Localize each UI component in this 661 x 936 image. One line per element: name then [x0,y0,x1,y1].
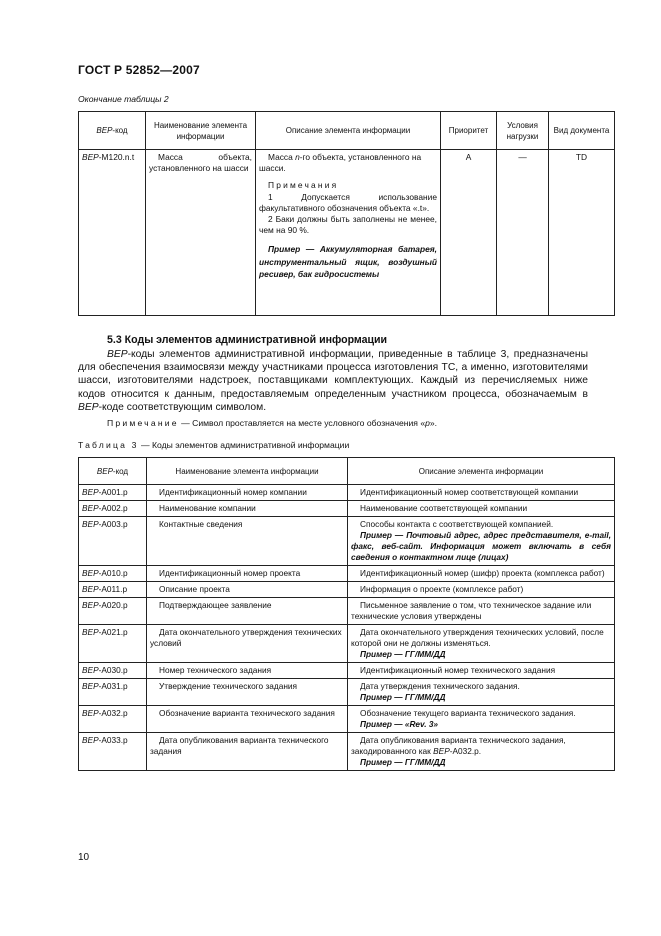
table3-caption: Таблица 3 — Коды элементов административной информации [78,440,350,450]
row-name: Описание проекта [147,582,348,598]
table2-header-desc: Описание элемента информации [256,112,441,150]
row-name: Подтверждающее заявление [147,598,348,625]
table2-caption: Окончание таблицы 2 [78,94,169,104]
table-row [79,582,615,598]
row-name: Контактные сведения [147,517,348,566]
table-row [79,501,615,517]
table-row [79,517,615,566]
table-3 [78,457,615,771]
table-row [79,706,615,733]
table2-cell-priority: A [441,150,497,316]
table3-header-desc: Описание элемента информации [348,458,615,485]
row-name: Идентификационный номер проекта [147,566,348,582]
row-code: BEP-A011.p [79,582,147,598]
row-code: BEP-A010.p [79,566,147,582]
section-note: Примечание — Символ проставляется на месте условного обозначения «p». [107,418,438,428]
row-name: Обозначение варианта технического задания [147,706,348,733]
table3-header-name: Наименование элемента информации [147,458,348,485]
row-code: BEP-A021.p [79,625,147,663]
table2-header-priority: Приоритет [441,112,497,150]
row-desc: Письменное заявление о том, что техническое задание или технические условия утверждены [348,598,615,625]
row-code: BEP-A030.p [79,663,147,679]
row-desc: Дата утверждения технического задания. Пример — ГГ/ММ/ДД [348,679,615,706]
row-name: Номер технического задания [147,663,348,679]
table2-header-code: BEP-код [79,112,146,150]
row-code: BEP-A033.p [79,733,147,771]
table-2-end [78,111,615,316]
row-desc: Идентификационный номер соответствующей компании [348,485,615,501]
row-name: Наименование компании [147,501,348,517]
table2-cell-desc: Масса n-го объекта, установленного на шасси. Примечания 1 Допускается использование факультативного обозначения объекта «.t». 2 Баки должны быть заполнены не менее, чем на 90 %. Пример — Аккумуляторная батарея, инструментальный ящик, воздушный ресивер, бак гидросистемы [256,150,441,316]
section-heading: 5.3 Коды элементов административной информации [107,334,388,346]
table-row [79,679,615,706]
table-row [79,598,615,625]
table-row [79,150,615,316]
table2-cell-code: BEP-M120.n.t [79,150,146,316]
table2-cell-doctype: TD [549,150,615,316]
row-desc: Способы контакта с соответствующей компанией. Пример — Почтовый адрес, адрес представителя, e-mail, факс, веб-сайт. Информация может включать в себя сведения о контактном лице (лицах) [348,517,615,566]
row-code: BEP-A001.p [79,485,147,501]
table2-cell-conditions: — [497,150,549,316]
table2-header-doctype: Вид документа [549,112,615,150]
note-title: Примечания [268,180,339,191]
table2-header-conditions: Условия нагрузки [497,112,549,150]
row-code: BEP-A003.p [79,517,147,566]
row-code: BEP-A002.p [79,501,147,517]
table2-header-row [79,112,615,150]
table-row [79,733,615,771]
table-row [79,485,615,501]
row-name: Дата окончательного утверждения технических условий [147,625,348,663]
table3-header-code: BEP-код [79,458,147,485]
table2-cell-name: Масса объекта, установленного на шасси [146,150,256,316]
row-desc: Дата окончательного утверждения технических условий, после которой они не должны изменяться. Пример — ГГ/ММ/ДД [348,625,615,663]
row-code: BEP-A020.p [79,598,147,625]
row-desc: Обозначение текущего варианта технического задания. Пример — «Rev. 3» [348,706,615,733]
row-desc: Идентификационный номер технического задания [348,663,615,679]
page-number: 10 [78,852,90,863]
table-row [79,566,615,582]
document-header: ГОСТ Р 52852—2007 [78,63,200,77]
example-text: Пример — Аккумуляторная батарея, инструментальный ящик, воздушный ресивер, бак гидросистемы [259,244,437,280]
table3-header-row [79,458,615,485]
row-desc: Наименование соответствующей компании [348,501,615,517]
row-name: Утверждение технического задания [147,679,348,706]
section-paragraph: BEP-коды элементов административной информации, приведенные в таблице 3, предназначены для обеспечения взаимосвязи между участниками процесса изготовления ТС, а именно, изготовителями шасси, изготовителями надстроек, поставщиками комплектующих. Каждый из перечисляемых ниже кодов относится к данным, предоставляемым определенным участником процесса, обозначаемым в BEP-коде соответствующим символом. [78,349,588,413]
row-desc: Информация о проекте (комплексе работ) [348,582,615,598]
row-name: Дата опубликования варианта технического задания [147,733,348,771]
table-row [79,625,615,663]
row-desc: Идентификационный номер (шифр) проекта (комплекса работ) [348,566,615,582]
table-row [79,663,615,679]
row-desc: Дата опубликования варианта технического задания, закодированного как BEP-A032.p. Пример — ГГ/ММ/ДД [348,733,615,771]
row-name: Идентификационный номер компании [147,485,348,501]
row-code: BEP-A032.p [79,706,147,733]
row-code: BEP-A031.p [79,679,147,706]
table2-header-name: Наименование элемента информации [146,112,256,150]
